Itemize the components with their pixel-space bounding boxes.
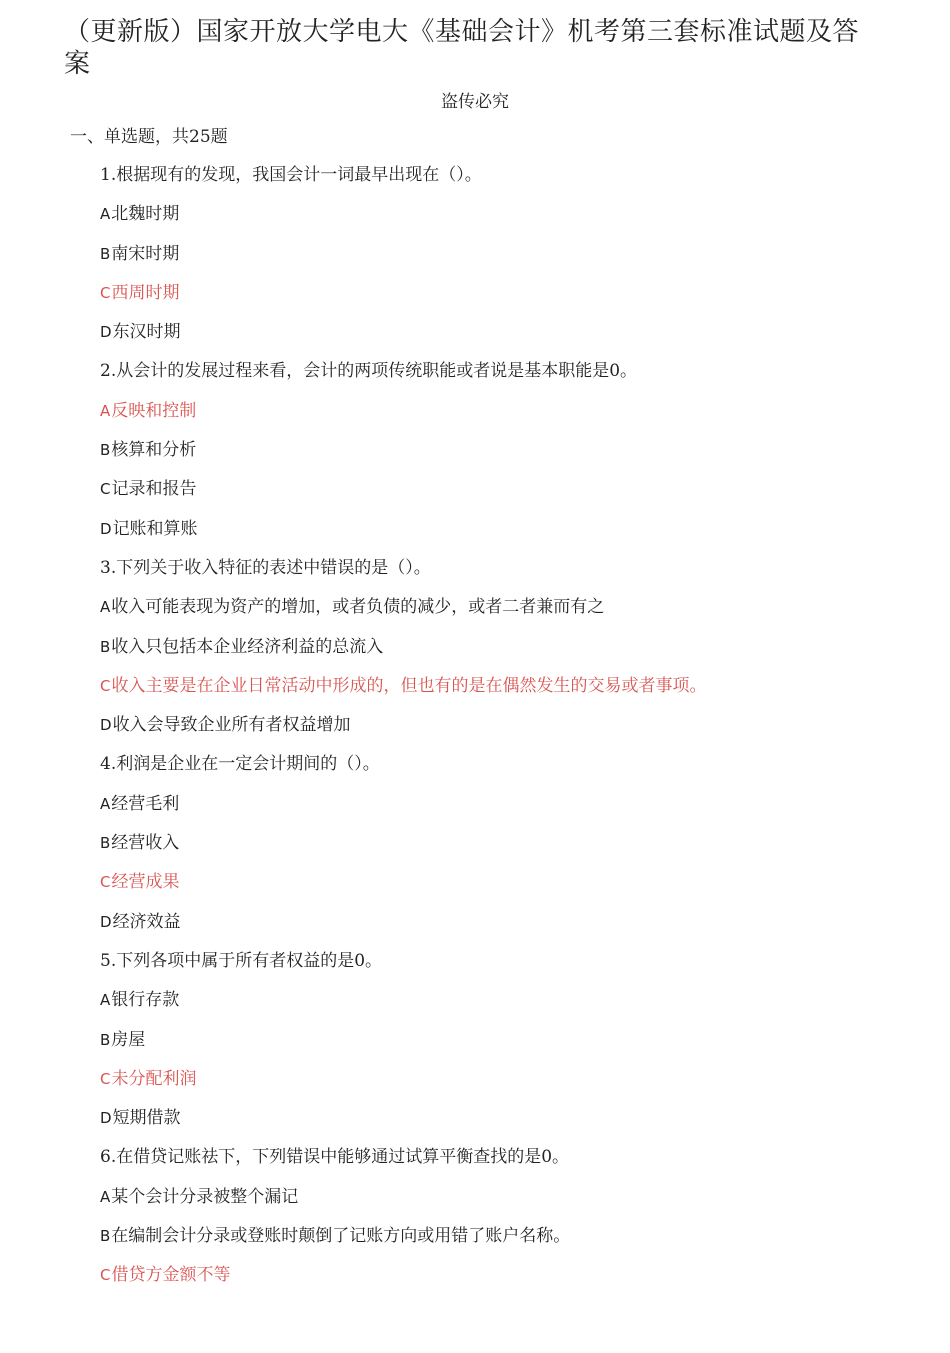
option-text: 记账和算账 [112, 518, 198, 539]
question-block [100, 557, 900, 753]
option-letter: B [100, 637, 111, 656]
answer-option [100, 203, 900, 242]
option-text: 借贷方金额不等 [111, 1265, 231, 1286]
section-heading: 一、单选题，共25题 [70, 127, 228, 147]
option-text: 收入只包括本企业经济利益的总流入 [111, 636, 384, 657]
option-letter: B [100, 244, 111, 263]
option-letter: A [100, 1187, 111, 1206]
answer-option [100, 439, 900, 478]
option-letter: B [100, 1030, 111, 1049]
option-text: 经营成果 [111, 872, 180, 893]
question-stem: 2.从会计的发展过程来看，会计的两项传统职能或者说是基本职能是0。 [100, 361, 638, 382]
option-letter: A [100, 401, 111, 420]
answer-option-correct [100, 675, 900, 714]
option-text: 未分配利润 [111, 1068, 197, 1089]
option-letter: C [100, 1069, 111, 1088]
option-text: 银行存款 [111, 990, 180, 1011]
question-block [100, 360, 900, 556]
answer-option [100, 1029, 900, 1068]
answer-option [100, 1186, 900, 1225]
answer-option [100, 832, 900, 871]
option-letter: D [100, 1109, 112, 1128]
answer-option [100, 596, 900, 635]
answer-option-correct [100, 871, 900, 910]
answer-option [100, 478, 900, 517]
option-text: 收入会导致企业所有者权益增加 [112, 715, 351, 736]
answer-option-correct [100, 1264, 900, 1303]
document-title: （更新版）国家开放大学电大《基础会计》机考第三套标准试题及答案 [64, 17, 860, 79]
answer-option [100, 989, 900, 1028]
option-text: 北魏时期 [111, 204, 180, 225]
question-block [100, 950, 900, 1146]
answer-option [100, 1225, 900, 1264]
option-text: 收入可能表现为资产的增加，或者负债的减少，或者二者兼而有之 [111, 597, 605, 618]
answer-option [100, 793, 900, 832]
answer-option [100, 1107, 900, 1146]
option-text: 经营收入 [111, 833, 180, 854]
answer-option [100, 518, 900, 557]
answer-option [100, 911, 900, 950]
option-letter: D [100, 716, 112, 735]
option-letter: C [100, 480, 111, 499]
answer-option-correct [100, 400, 900, 439]
answer-option-correct [100, 1068, 900, 1107]
option-letter: C [100, 283, 111, 302]
question-stem: 6.在借贷记账祛下，下列错误中能够通过试算平衡查找的是0。 [100, 1147, 570, 1168]
option-letter: C [100, 1266, 111, 1285]
option-text: 西周时期 [111, 282, 180, 303]
answer-option [100, 321, 900, 360]
document-subtitle: 盗传必究 [441, 92, 509, 112]
question-block [100, 1146, 900, 1303]
option-letter: A [100, 991, 111, 1010]
option-text: 房屋 [111, 1029, 146, 1050]
option-text: 南宋时期 [111, 243, 180, 264]
option-letter: A [100, 794, 111, 813]
option-text: 短期借款 [112, 1108, 181, 1129]
option-letter: B [100, 441, 111, 460]
option-text: 核算和分析 [111, 440, 197, 461]
option-text: 反映和控制 [111, 400, 197, 421]
option-text: 经营毛利 [111, 793, 180, 814]
option-letter: C [100, 676, 111, 695]
question-stem: 3.下列关于收入特征的表述中错误的是（）。 [100, 557, 431, 578]
answer-option-correct [100, 282, 900, 321]
answer-option [100, 243, 900, 282]
question-block [100, 753, 900, 949]
option-text: 东汉时期 [112, 322, 181, 343]
option-letter: D [100, 912, 112, 931]
option-letter: B [100, 834, 111, 853]
option-letter: B [100, 1227, 111, 1246]
option-text: 经济效益 [112, 911, 181, 932]
option-letter: D [100, 519, 112, 538]
option-letter: A [100, 205, 111, 224]
option-letter: C [100, 873, 111, 892]
answer-option [100, 714, 900, 753]
option-letter: A [100, 598, 111, 617]
question-stem: 4.利润是企业在一定会计期间的（）。 [100, 754, 380, 775]
question-block [100, 164, 900, 360]
question-stem: 5.下列各项中属于所有者权益的是0。 [100, 950, 383, 971]
option-text: 收入主要是在企业日常活动中形成的，但也有的是在偶然发生的交易或者事项。 [111, 675, 707, 696]
option-text: 某个会计分录被整个漏记 [111, 1186, 299, 1207]
option-text: 记录和报告 [111, 479, 197, 500]
question-stem: 1.根据现有的发现，我国会计一词最早出现在（）。 [100, 165, 482, 185]
option-letter: D [100, 323, 112, 342]
answer-option [100, 636, 900, 675]
option-text: 在编制会计分录或登账时颠倒了记账方向或用错了账户名称。 [111, 1226, 571, 1247]
question-list [100, 164, 900, 1304]
